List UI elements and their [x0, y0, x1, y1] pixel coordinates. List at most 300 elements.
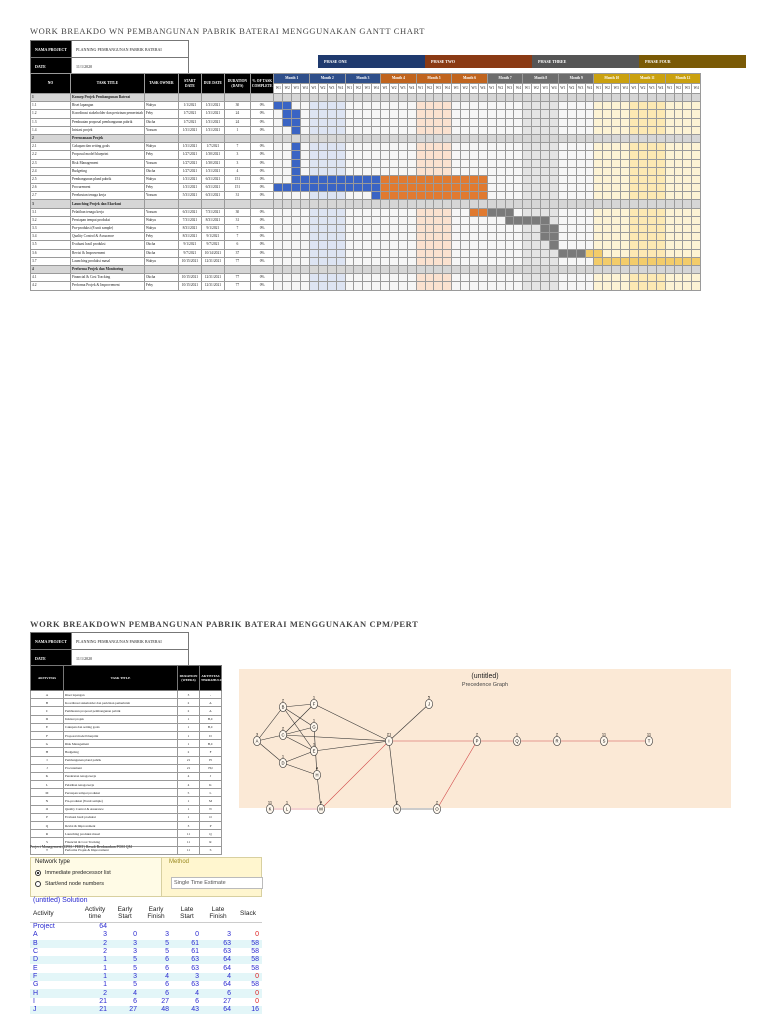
gantt-task-row: [31, 110, 701, 118]
gantt-week-cell: [621, 265, 630, 273]
gantt-week-cell: [594, 200, 603, 208]
gantt-week-cell: [674, 175, 683, 183]
gantt-week-cell: [470, 102, 479, 110]
gantt-week-cell: [541, 184, 550, 192]
gantt-week-cell: [594, 94, 603, 102]
gantt-week-cell: [327, 143, 336, 151]
gantt-week-cell: [309, 249, 318, 257]
gantt-week-cell: [283, 282, 292, 290]
gantt-week-cell: [443, 274, 452, 282]
gantt-week-cell: [381, 282, 390, 290]
gantt-cell-owner: Yozuan: [144, 192, 178, 200]
gantt-week-cell: [567, 225, 576, 233]
gantt-week-cell: [630, 126, 639, 134]
gantt-week-cell: [398, 159, 407, 167]
solution-cell: 61: [191, 939, 199, 947]
gantt-week-cell: [603, 208, 612, 216]
gantt-cell-title: Perekrutan tenaga kerja: [71, 192, 145, 200]
gantt-bar-cell: [345, 184, 354, 192]
week-header: W2: [674, 84, 683, 94]
cpm-cell-duration: 11: [178, 830, 200, 838]
gantt-week-cell: [638, 200, 647, 208]
gantt-week-cell: [301, 225, 310, 233]
gantt-bar-cell: [461, 192, 470, 200]
gantt-week-cell: [470, 225, 479, 233]
gantt-bar-cell: [541, 216, 550, 224]
gantt-week-cell: [647, 110, 656, 118]
gantt-week-cell: [283, 192, 292, 200]
gantt-week-cell: [407, 265, 416, 273]
cpm-cell-title: Pembuatan proposal pembangunan pabrik: [64, 707, 178, 715]
gantt-week-cell: [461, 102, 470, 110]
gantt-cell-no: 3.4: [31, 233, 71, 241]
gantt-week-cell: [612, 184, 621, 192]
week-header: W1: [523, 84, 532, 94]
solution-cell: C: [33, 948, 39, 956]
gantt-week-cell: [558, 282, 567, 290]
gantt-week-cell: [345, 143, 354, 151]
solution-cell: 63: [191, 964, 199, 972]
gantt-week-cell: [585, 159, 594, 167]
cpm-date-label: DATE: [31, 650, 72, 667]
gantt-week-cell: [283, 159, 292, 167]
gantt-week-cell: [390, 94, 399, 102]
method-select[interactable]: Single Time Estimate: [171, 877, 263, 889]
gantt-week-cell: [656, 208, 665, 216]
graph-node-label: M: [319, 806, 323, 812]
gantt-week-cell: [407, 134, 416, 142]
solution-cell: 6: [133, 997, 137, 1005]
gantt-week-cell: [674, 184, 683, 192]
gantt-cell-start: 1/31/2021: [178, 143, 201, 151]
gantt-week-cell: [621, 225, 630, 233]
solution-row: [30, 931, 262, 939]
gantt-week-cell: [692, 143, 701, 151]
gantt-week-cell: [274, 225, 283, 233]
gantt-cell-due: 1/31/2021: [201, 102, 224, 110]
gantt-week-cell: [381, 241, 390, 249]
gantt-cell-due: 9/1/2021: [201, 225, 224, 233]
gantt-week-cell: [532, 282, 541, 290]
cpm-cell-activity: B: [31, 699, 64, 707]
gantt-bar-cell: [461, 184, 470, 192]
gantt-week-cell: [470, 151, 479, 159]
gantt-week-cell: [318, 143, 327, 151]
gantt-cell-dur: [224, 200, 250, 208]
gantt-cell-start: 1/31/2021: [178, 175, 201, 183]
gantt-week-cell: [390, 241, 399, 249]
gantt-cell-pct: [250, 200, 274, 208]
graph-node-label: G: [312, 724, 316, 730]
gantt-week-cell: [363, 225, 372, 233]
gantt-week-cell: [372, 241, 381, 249]
gantt-week-cell: [505, 118, 514, 126]
gantt-week-cell: [514, 167, 523, 175]
gantt-week-cell: [398, 102, 407, 110]
gantt-week-cell: [381, 265, 390, 273]
week-header: W4: [336, 84, 345, 94]
gantt-week-cell: [558, 274, 567, 282]
gantt-week-cell: [434, 159, 443, 167]
gantt-week-cell: [638, 151, 647, 159]
gantt-week-cell: [416, 274, 425, 282]
gantt-week-cell: [665, 200, 674, 208]
gantt-week-cell: [594, 151, 603, 159]
gantt-week-cell: [327, 265, 336, 273]
gantt-week-cell: [301, 126, 310, 134]
gantt-week-cell: [309, 94, 318, 102]
gantt-week-cell: [363, 233, 372, 241]
gantt-week-cell: [603, 126, 612, 134]
gantt-week-cell: [523, 184, 532, 192]
graph-node-duration: 1: [285, 799, 289, 805]
gantt-week-cell: [612, 143, 621, 151]
cpm-row: [31, 740, 222, 748]
gantt-week-cell: [692, 274, 701, 282]
solution-cell: 58: [251, 939, 259, 947]
gantt-cell-title: Budgeting: [71, 167, 145, 175]
gantt-week-cell: [327, 167, 336, 175]
gantt-week-cell: [647, 134, 656, 142]
gantt-week-cell: [345, 200, 354, 208]
gantt-week-cell: [496, 184, 505, 192]
gantt-week-cell: [407, 249, 416, 257]
cpm-cell-pred: B,C: [200, 715, 222, 723]
gantt-week-cell: [665, 216, 674, 224]
week-header: W4: [656, 84, 665, 94]
gantt-week-cell: [585, 134, 594, 142]
gantt-cell-dur: 31: [224, 216, 250, 224]
gantt-week-cell: [443, 167, 452, 175]
gantt-week-cell: [487, 110, 496, 118]
gantt-week-cell: [665, 134, 674, 142]
gantt-week-cell: [656, 241, 665, 249]
gantt-week-cell: [470, 241, 479, 249]
gantt-week-cell: [345, 216, 354, 224]
gantt-week-cell: [665, 110, 674, 118]
gantt-week-cell: [390, 143, 399, 151]
gantt-cell-title: Performa Projek & Improvement: [71, 282, 145, 290]
gantt-week-cell: [354, 134, 363, 142]
gantt-week-cell: [318, 208, 327, 216]
gantt-week-cell: [612, 233, 621, 241]
gantt-cell-no: 2.7: [31, 192, 71, 200]
cpm-cell-pred: F: [200, 748, 222, 756]
gantt-week-cell: [345, 159, 354, 167]
gantt-week-cell: [630, 175, 639, 183]
month-header-3: Month 3: [345, 74, 381, 84]
gantt-week-cell: [567, 118, 576, 126]
gantt-week-cell: [532, 225, 541, 233]
gantt-week-cell: [621, 134, 630, 142]
gantt-week-cell: [585, 282, 594, 290]
gantt-week-cell: [603, 167, 612, 175]
gantt-bar-cell: [336, 184, 345, 192]
gantt-week-cell: [585, 241, 594, 249]
gantt-week-cell: [345, 225, 354, 233]
gantt-week-cell: [558, 175, 567, 183]
gantt-cell-dur: 77: [224, 282, 250, 290]
solution-header: Late Start: [172, 904, 202, 923]
radio-start-end-node[interactable]: [35, 881, 104, 887]
gantt-week-cell: [567, 257, 576, 265]
graph-subtitle: Precedence Graph: [461, 682, 509, 688]
gantt-week-cell: [541, 134, 550, 142]
week-header: W4: [550, 84, 559, 94]
gantt-week-cell: [505, 200, 514, 208]
cpm-cell-pred: M: [200, 797, 222, 805]
radio-immediate-predecessor[interactable]: [35, 870, 111, 876]
week-header: W3: [647, 84, 656, 94]
cpm-cell-activity: F: [31, 731, 64, 739]
gantt-week-cell: [603, 200, 612, 208]
gantt-bar-cell: [398, 175, 407, 183]
gantt-week-cell: [532, 151, 541, 159]
gantt-week-cell: [576, 192, 585, 200]
month-header-7: Month 7: [487, 74, 523, 84]
gantt-week-cell: [683, 126, 692, 134]
gantt-week-cell: [301, 257, 310, 265]
gantt-week-cell: [647, 225, 656, 233]
gantt-bar-cell: [283, 110, 292, 118]
solution-cell: 0: [255, 931, 259, 939]
gantt-week-cell: [656, 265, 665, 273]
cpm-cell-activity: K: [31, 772, 64, 780]
gantt-week-cell: [674, 225, 683, 233]
solution-cell: [172, 923, 202, 932]
gantt-week-cell: [647, 208, 656, 216]
gantt-week-cell: [434, 94, 443, 102]
gantt-week-cell: [292, 241, 301, 249]
gantt-week-cell: [301, 282, 310, 290]
gantt-cell-owner: Okcha: [144, 241, 178, 249]
cpm-row: [31, 789, 222, 797]
solution-cell: 43: [191, 1006, 199, 1014]
cpm-cell-title: Pra-produksi (8 unit sample): [64, 797, 178, 805]
gantt-week-cell: [390, 208, 399, 216]
gantt-week-cell: [443, 102, 452, 110]
gantt-title: WORK BREAKDO WN PEMBANGUNAN PABRIK BATERAI MENGGUNAKAN GANTT CHART: [30, 26, 425, 36]
gantt-week-cell: [505, 102, 514, 110]
solution-header: Slack: [234, 904, 262, 923]
gantt-week-cell: [354, 151, 363, 159]
gantt-week-cell: [567, 208, 576, 216]
gantt-week-cell: [345, 167, 354, 175]
solution-cell: 5: [133, 981, 137, 989]
gantt-week-cell: [398, 249, 407, 257]
graph-node-label: J: [427, 701, 431, 707]
gantt-task-row: [31, 118, 701, 126]
gantt-week-cell: [541, 241, 550, 249]
gantt-week-cell: [656, 175, 665, 183]
gantt-week-cell: [550, 265, 559, 273]
gantt-bar-cell: [612, 257, 621, 265]
gantt-week-cell: [336, 110, 345, 118]
gantt-week-cell: [674, 110, 683, 118]
gantt-week-cell: [318, 265, 327, 273]
cpm-row: [31, 723, 222, 731]
gantt-week-cell: [585, 110, 594, 118]
gantt-week-cell: [318, 192, 327, 200]
gantt-week-cell: [461, 225, 470, 233]
gantt-week-cell: [470, 257, 479, 265]
gantt-week-cell: [674, 102, 683, 110]
gantt-week-cell: [274, 208, 283, 216]
gantt-week-cell: [443, 233, 452, 241]
gantt-week-cell: [630, 94, 639, 102]
gantt-week-cell: [692, 225, 701, 233]
gantt-week-cell: [585, 151, 594, 159]
week-header: W3: [434, 84, 443, 94]
graph-node-duration: 2: [281, 697, 285, 703]
gantt-week-cell: [309, 126, 318, 134]
gantt-week-cell: [656, 110, 665, 118]
gantt-week-cell: [638, 241, 647, 249]
gantt-week-cell: [638, 134, 647, 142]
gantt-week-cell: [674, 192, 683, 200]
gantt-week-cell: [683, 184, 692, 192]
gantt-week-cell: [550, 126, 559, 134]
gantt-week-cell: [514, 126, 523, 134]
gantt-cell-start: 10/15/2021: [178, 257, 201, 265]
gantt-week-cell: [558, 192, 567, 200]
gantt-week-cell: [683, 151, 692, 159]
gantt-week-cell: [398, 134, 407, 142]
gantt-week-cell: [567, 94, 576, 102]
gantt-cell-due: 9/7/2021: [201, 241, 224, 249]
gantt-week-cell: [407, 257, 416, 265]
gantt-week-cell: [301, 102, 310, 110]
gantt-week-cell: [674, 159, 683, 167]
gantt-week-cell: [390, 216, 399, 224]
gantt-week-cell: [683, 134, 692, 142]
gantt-week-cell: [372, 159, 381, 167]
gantt-cell-dur: 6: [224, 241, 250, 249]
gantt-week-cell: [283, 175, 292, 183]
gantt-cell-title: Pra-produksi (8 unit sample): [71, 225, 145, 233]
gantt-week-cell: [692, 216, 701, 224]
week-header: W3: [292, 84, 301, 94]
gantt-cell-start: [178, 265, 201, 273]
gantt-week-cell: [416, 126, 425, 134]
gantt-week-cell: [292, 94, 301, 102]
gantt-week-cell: [301, 249, 310, 257]
gantt-week-cell: [434, 143, 443, 151]
gantt-week-cell: [398, 265, 407, 273]
gantt-week-cell: [381, 216, 390, 224]
gantt-week-cell: [398, 208, 407, 216]
cpm-cell-duration: 1: [178, 805, 200, 813]
gantt-week-cell: [452, 94, 461, 102]
gantt-week-cell: [434, 216, 443, 224]
gantt-week-cell: [434, 110, 443, 118]
gantt-week-cell: [354, 265, 363, 273]
gantt-week-cell: [345, 110, 354, 118]
solution-cell: 3: [195, 972, 199, 980]
gantt-week-cell: [514, 184, 523, 192]
gantt-week-cell: [274, 143, 283, 151]
gantt-week-cell: [603, 216, 612, 224]
gantt-week-cell: [461, 167, 470, 175]
gantt-week-cell: [318, 102, 327, 110]
gantt-cell-no: 2.3: [31, 159, 71, 167]
gantt-cell-owner: Feby: [144, 110, 178, 118]
gantt-week-cell: [612, 208, 621, 216]
gantt-bar-cell: [274, 184, 283, 192]
gantt-cell-dur: 4: [224, 167, 250, 175]
gantt-week-cell: [638, 143, 647, 151]
gantt-week-cell: [665, 282, 674, 290]
gantt-week-cell: [354, 208, 363, 216]
gantt-week-cell: [398, 167, 407, 175]
gantt-week-cell: [327, 94, 336, 102]
gantt-bar-cell: [292, 184, 301, 192]
gantt-week-cell: [443, 282, 452, 290]
gantt-week-cell: [638, 94, 647, 102]
gantt-cell-pct: [250, 265, 274, 273]
cpm-title: WORK BREAKDOWN PEMBANGUNAN PABRIK BATERAI MENGGUNAKAN CPM/PERT: [30, 619, 419, 629]
gantt-week-cell: [363, 151, 372, 159]
solution-header: Activity: [30, 904, 80, 923]
gantt-cell-due: 7/31/2021: [201, 208, 224, 216]
gantt-week-cell: [309, 110, 318, 118]
cpm-cell-activity: H: [31, 748, 64, 756]
gantt-week-cell: [461, 216, 470, 224]
gantt-cell-title: Koordinasi stakeholder dan perizinan pemerintah: [71, 110, 145, 118]
cpm-row: [31, 781, 222, 789]
gantt-week-cell: [452, 118, 461, 126]
gantt-week-cell: [558, 94, 567, 102]
gantt-week-cell: [372, 143, 381, 151]
gantt-cell-due: 10/14/2021: [201, 249, 224, 257]
gantt-week-cell: [496, 102, 505, 110]
gantt-week-cell: [514, 118, 523, 126]
gantt-week-cell: [381, 249, 390, 257]
gantt-week-cell: [541, 94, 550, 102]
graph-node-duration: 2: [395, 799, 399, 805]
gantt-week-cell: [452, 126, 461, 134]
cpm-cell-pred: A: [200, 707, 222, 715]
gantt-week-cell: [674, 134, 683, 142]
gantt-week-cell: [665, 175, 674, 183]
gantt-week-cell: [452, 200, 461, 208]
gantt-bar-cell: [274, 102, 283, 110]
gantt-header-start: START DATE: [178, 74, 201, 94]
gantt-week-cell: [683, 118, 692, 126]
gantt-week-cell: [416, 282, 425, 290]
gantt-week-cell: [398, 257, 407, 265]
gantt-cell-owner: Feby: [144, 184, 178, 192]
cpm-cell-title: Launching produksi masal: [64, 830, 178, 838]
gantt-week-cell: [354, 94, 363, 102]
gantt-week-cell: [567, 151, 576, 159]
gantt-week-cell: [283, 208, 292, 216]
gantt-week-cell: [301, 241, 310, 249]
gantt-week-cell: [550, 118, 559, 126]
gantt-week-cell: [523, 118, 532, 126]
gantt-header-title: TASK TITLE: [71, 74, 145, 94]
gantt-week-cell: [567, 110, 576, 118]
gantt-week-cell: [443, 126, 452, 134]
cpm-cell-duration: 1: [178, 740, 200, 748]
gantt-week-cell: [496, 143, 505, 151]
gantt-week-cell: [470, 200, 479, 208]
cpm-cell-pred: S: [200, 846, 222, 854]
gantt-cell-due: 12/31/2021: [201, 257, 224, 265]
gantt-week-cell: [674, 249, 683, 257]
gantt-week-cell: [398, 216, 407, 224]
gantt-week-cell: [656, 143, 665, 151]
